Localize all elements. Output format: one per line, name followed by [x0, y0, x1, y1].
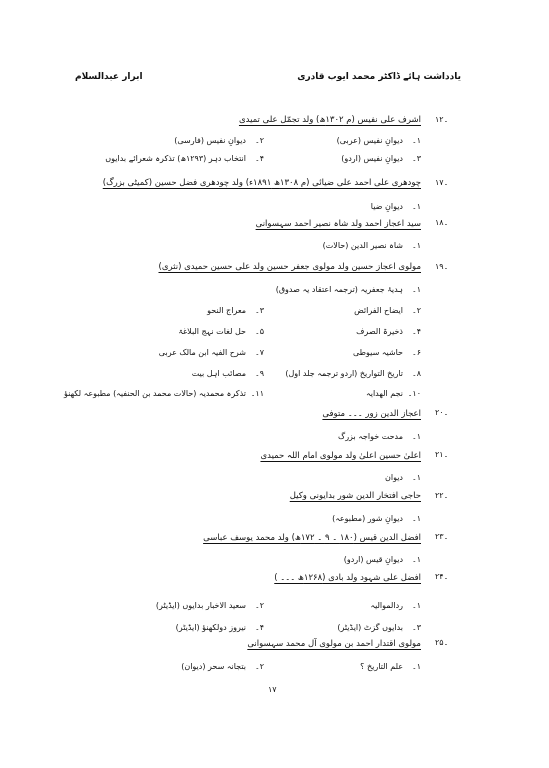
entry-heading: [0, 532, 549, 548]
work-item-text: ردالموالیہ: [370, 601, 403, 610]
work-item: [105, 154, 264, 163]
work-item-text: تاریخ التواریخ (اردو ترجمہ جلد اول): [285, 369, 403, 378]
work-row: [0, 154, 549, 168]
work-item-marker: ۸۔: [412, 369, 421, 378]
entry-heading: [0, 572, 549, 588]
work-item-marker: ۱۔: [412, 202, 421, 211]
work-row: [0, 662, 549, 676]
entry-title: اعلیٰ حسین اعلیٰ ولد مولوی امام اللہ حمیدی: [260, 451, 421, 461]
entry-number: ۱۷۔: [435, 178, 449, 187]
work-item-marker: ۲۔: [412, 306, 421, 315]
work-item: [156, 601, 264, 610]
work-item-marker: ۶۔: [412, 348, 421, 357]
work-item-text: علم التاریخ ؟: [360, 662, 403, 671]
work-item: [276, 285, 421, 294]
work-item-text: بدایوں گزٹ (ایڈیٹر): [337, 623, 403, 632]
entry-title: افضل علی شہود ولد بادی (۱۲۶۸ھ ۔۔۔ ): [274, 573, 421, 583]
work-item-marker: ۳۔: [412, 623, 421, 632]
entry-title: اشرف علی نفیس (م ۱۳۰۲ھ) ولد تجمّل علی تمیدی: [238, 115, 421, 125]
work-item-marker: ۳۔: [412, 154, 421, 163]
work-item-text: ایضاح الفرائض: [354, 306, 403, 315]
work-item: [285, 369, 421, 378]
work-item-text: دیوانِ ضیا: [370, 202, 403, 211]
work-row: [0, 285, 549, 299]
entry-heading: [0, 262, 549, 278]
work-item-marker: ۱۔: [412, 473, 421, 482]
work-item-marker: ۵۔: [255, 327, 264, 336]
work-item: [344, 555, 421, 564]
work-row: [0, 369, 549, 383]
entry-number: ۲۲۔: [435, 491, 449, 500]
work-item-marker: ۷۔: [255, 348, 264, 357]
work-item: [370, 601, 421, 610]
work-item-text: حل لغات نہج البلاغۃ: [178, 327, 246, 336]
work-row: [0, 555, 549, 569]
work-item-text: ہدیۂ جعفریہ (ترجمہ اعتقاد یہ صدوق): [275, 285, 403, 294]
work-row: [0, 136, 549, 150]
work-item-text: دیوانِ قیس (اردو): [343, 555, 403, 564]
entry-number: ۲۴۔: [435, 572, 449, 581]
work-item: [360, 662, 421, 671]
entry-heading: [0, 218, 549, 234]
entry-heading: [0, 491, 549, 507]
work-item-text: دیوانِ شور (مطبوعہ): [332, 514, 403, 523]
entry-number: ۱۲۔: [435, 115, 449, 124]
work-item: [337, 136, 421, 145]
entry-number: ۲۵۔: [435, 638, 449, 647]
work-item-marker: ۲۔: [255, 601, 264, 610]
work-item-marker: ۱۔: [412, 555, 421, 564]
work-item-marker: ۴۔: [255, 154, 264, 163]
work-item-text: انتخاب دہر (۱۲۹۳ھ) تذکرہ شعرائے بدایوں: [105, 154, 246, 163]
work-item-marker: ۱۱۔: [250, 389, 264, 398]
work-item-text: نیروز دولکھنؤ (ایڈیٹر): [175, 623, 246, 632]
work-item-text: نجم الھدایہ: [366, 389, 403, 398]
work-item-marker: ۱۔: [412, 514, 421, 523]
work-item-marker: ۴۔: [412, 327, 421, 336]
work-row: [0, 473, 549, 487]
entry-heading: [0, 638, 549, 654]
work-item-text: حاشیہ سیوطی: [352, 348, 403, 357]
work-item-marker: ۱۔: [412, 662, 421, 671]
entry-title: افضل الدین قیس (۱۸۰ ۔ ۹ ۔ ۱۷۲ھ) ولد محمد یوسف عباسی: [203, 533, 421, 543]
work-row: [0, 348, 549, 362]
work-item-marker: ۳۔: [255, 306, 264, 315]
entry-number: ۲۰۔: [435, 408, 449, 417]
work-item-text: دیوان: [384, 473, 403, 482]
work-item-text: شرح الفیہ ابن مالک عربی: [158, 348, 246, 357]
entry-title: مولوی اقتدار احمد بن مولوی آل محمد سہسوانی: [247, 639, 421, 649]
work-item-text: تذکرہ محمدیہ (حالات محمد بن الحنفیہ) مطبوعہ لکھنؤ: [64, 389, 246, 398]
work-row: [0, 601, 549, 615]
work-row: [0, 432, 549, 446]
entry-heading: [0, 450, 549, 466]
work-item: [323, 241, 421, 250]
work-item: [176, 623, 264, 632]
entry-number: ۱۹۔: [435, 262, 449, 271]
work-item-text: معراج النحو: [207, 306, 246, 315]
running-header-title: یادداشت ہائے ڈاکٹر محمد ایوب قادری: [297, 72, 461, 82]
entry-heading: [0, 408, 549, 424]
entry-number: ۱۸۔: [435, 218, 449, 227]
work-item: [192, 369, 264, 378]
entry-heading: [0, 178, 549, 194]
work-item-marker: ۱۔: [412, 136, 421, 145]
work-item-marker: ۱۔: [412, 285, 421, 294]
work-row: [0, 241, 549, 255]
work-item-text: شاہ نصیر الدین (حالات): [322, 241, 403, 250]
work-item-text: ذخیرۃ الصرف: [356, 327, 403, 336]
work-row: [0, 623, 549, 637]
entry-title: مولوی اعجاز حسین ولد مولوی جعفر حسین ولد علی حسین حمیدی (نثری): [158, 262, 421, 272]
running-header-author: ابرار عبدالسلام: [75, 72, 143, 82]
work-item: [337, 623, 421, 632]
work-item: [159, 348, 264, 357]
entry-title: چودھری علی احمد علی ضیائی (م ۱۳۰۸ھ ۱۸۹۱ء) ولد چودھری فضل حسین (کمیٹی بزرگ): [102, 178, 421, 188]
work-row: [0, 389, 549, 403]
work-item: [64, 389, 264, 398]
work-item-marker: ۱۔: [412, 601, 421, 610]
work-item-text: دیوانِ نفیس (اردو): [341, 154, 403, 163]
work-item: [207, 306, 264, 315]
work-item: [181, 662, 264, 671]
work-item-marker: ۱۔: [412, 241, 421, 250]
work-item: [356, 327, 421, 336]
work-item: [385, 473, 421, 482]
entry-heading: [0, 115, 549, 131]
work-item-marker: ۱۰۔: [407, 389, 421, 398]
work-item-text: سعید الاخبار بدایوں (ایڈیٹر): [155, 601, 246, 610]
entry-number: ۲۱۔: [435, 450, 449, 459]
work-item: [353, 348, 421, 357]
work-row: [0, 306, 549, 320]
work-item-marker: ۹۔: [255, 369, 264, 378]
page-number: ۱۷: [268, 685, 277, 694]
work-item: [371, 202, 421, 211]
work-item-text: مصائب اہل بیت: [191, 369, 246, 378]
work-item-text: مدحت خواجہ بزرگ: [338, 432, 403, 441]
work-item: [341, 154, 421, 163]
work-item: [338, 432, 421, 441]
work-item-text: بتجانہ سحر (دیوان): [181, 662, 246, 671]
work-row: [0, 514, 549, 528]
work-item-text: دیوانِ نفیس (عربی): [336, 136, 403, 145]
work-item: [332, 514, 421, 523]
work-item: [366, 389, 421, 398]
work-item-marker: ۴۔: [255, 623, 264, 632]
work-row: [0, 327, 549, 341]
work-item-marker: ۲۔: [255, 136, 264, 145]
work-row: [0, 202, 549, 216]
entry-number: ۲۳۔: [435, 532, 449, 541]
work-item-marker: ۱۔: [412, 432, 421, 441]
entry-title: اعجاز الدین زور ۔۔۔ متوفی: [322, 409, 421, 419]
work-item: [354, 306, 421, 315]
entry-title: حاجی افتخار الدین شور بدایونی وکیل: [289, 491, 421, 501]
work-item-marker: ۲۔: [255, 662, 264, 671]
work-item: [178, 327, 264, 336]
entry-title: سید اعجاز احمد ولد شاہ نصیر احمد سہسوانی: [255, 219, 421, 229]
work-item-text: دیوانِ نفیس (فارسی): [174, 136, 246, 145]
work-item: [174, 136, 264, 145]
